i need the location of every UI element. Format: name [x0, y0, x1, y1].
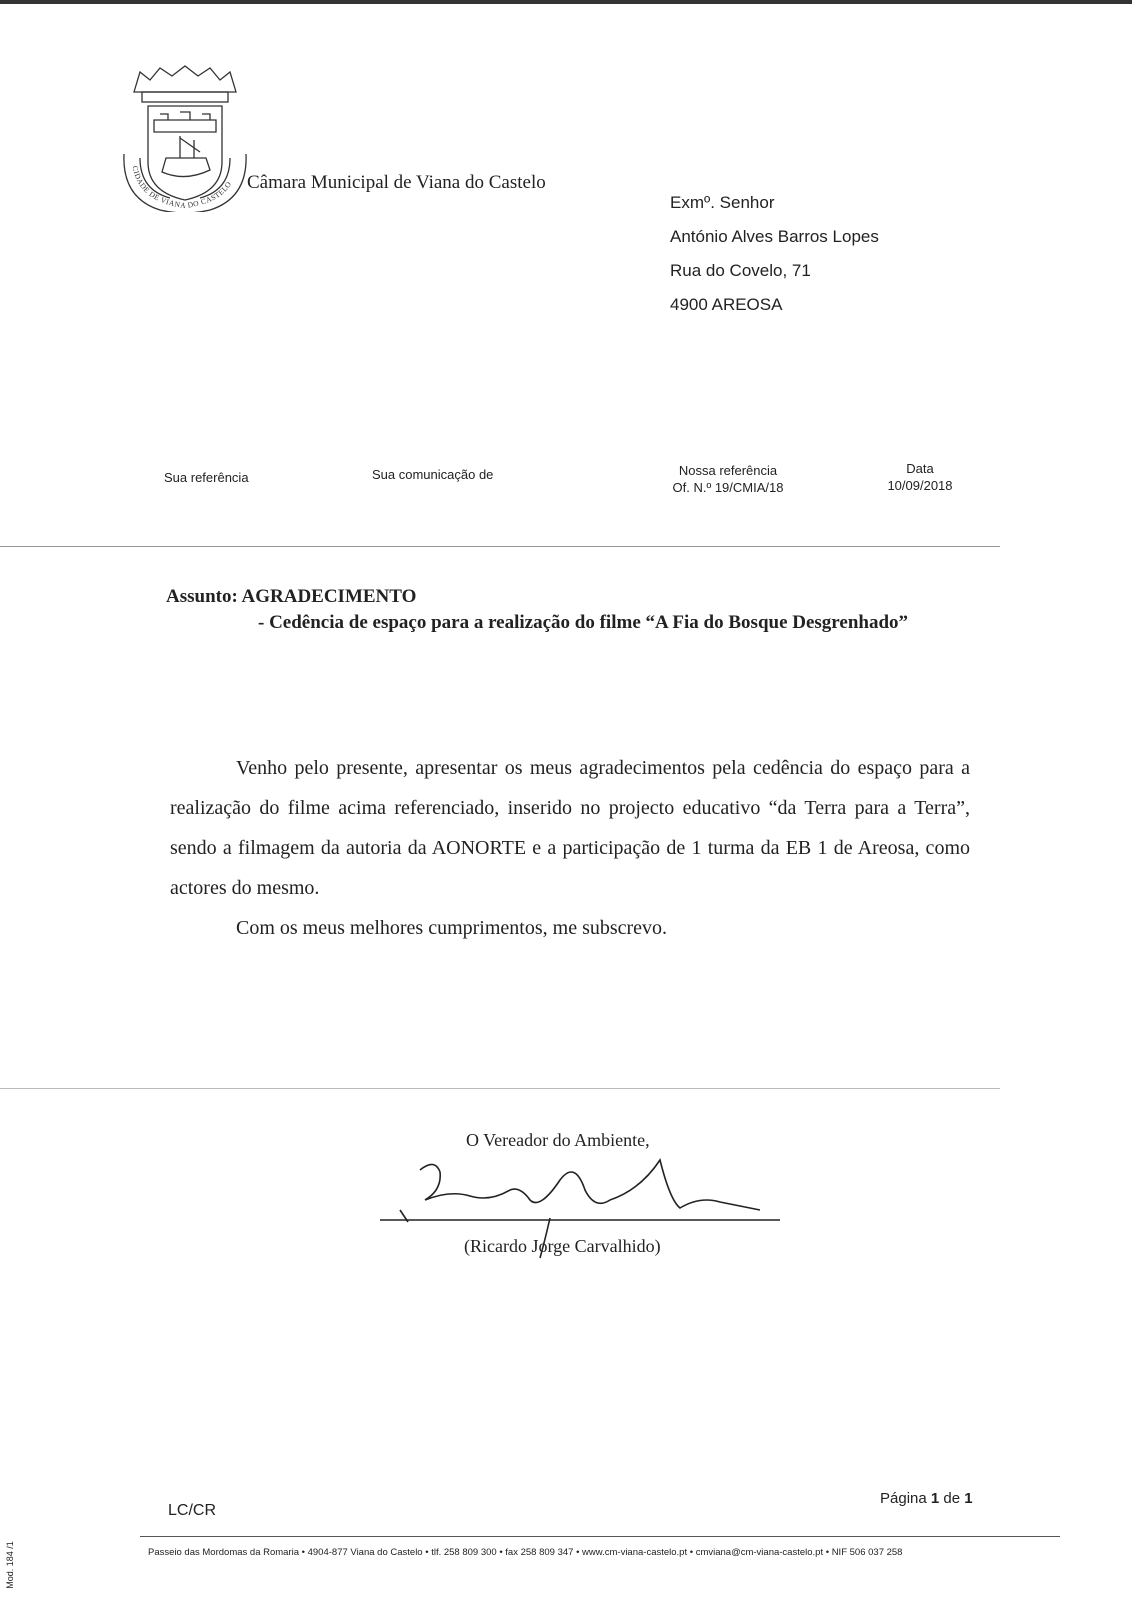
- letter-body: [170, 748, 970, 948]
- date-label: Data: [906, 461, 934, 476]
- institution-name: Câmara Municipal de Viana do Castelo: [247, 172, 546, 193]
- initials: LC/CR: [168, 1502, 217, 1519]
- page-total: 1: [964, 1490, 973, 1507]
- our-reference-value: Of. N.º 19/CMIA/18: [672, 480, 784, 495]
- footer-address: Passeio das Mordomas da Romaria • 4904-877 Viana do Castelo • tlf. 258 809 300 • fax 258 809 347 • www.cm-viana-castelo.pt • cmviana@cm-viana-castelo.pt • NIF 506 037 258: [148, 1547, 903, 1558]
- recipient-city: 4900 AREOSA: [670, 295, 783, 314]
- footer-rule: [140, 1536, 1060, 1537]
- recipient-name: António Alves Barros Lopes: [670, 227, 879, 246]
- body-paragraph: Venho pelo presente, apresentar os meus agradecimentos pela cedência do espaço para a realização do filme acima referenciado, inserido no projecto educativo “da Terra para a Terra”, sendo a filmagem da autoria da AONORTE e a participação de 1 turma da EB 1 de Areosa, como actores do mesmo.: [170, 757, 970, 899]
- recipient-street: Rua do Covelo, 71: [670, 261, 811, 280]
- page-number: [880, 1490, 973, 1507]
- page-current: 1: [930, 1490, 940, 1507]
- recipient-address: [670, 186, 879, 322]
- signatory-name: (Ricardo Jorge Carvalhido): [464, 1236, 661, 1256]
- signatory-title: O Vereador do Ambiente,: [466, 1130, 650, 1150]
- your-communication-label: Sua comunicação de: [372, 467, 494, 482]
- our-reference-label: Nossa referência: [678, 463, 778, 478]
- fold-line: [0, 1088, 1000, 1089]
- letter-date: [870, 460, 970, 494]
- municipal-crest-logo: [120, 62, 250, 212]
- subject-detail: - Cedência de espaço para a realização do filme “A Fia do Bosque Desgrenhado”: [258, 612, 909, 633]
- fold-line: [0, 546, 1000, 547]
- subject-label: Assunto: AGRADECIMENTO: [166, 586, 417, 607]
- our-reference: [628, 462, 828, 496]
- your-reference-label: Sua referência: [164, 470, 249, 485]
- date-value: 10/09/2018: [887, 478, 953, 493]
- page-prefix: Página: [880, 1490, 931, 1507]
- scan-top-edge: [0, 0, 1132, 4]
- form-code: Mod. 184 /1: [4, 1541, 15, 1589]
- page-sep: de: [939, 1490, 965, 1507]
- crest-motto: CIDADE DE VIANA DO CASTELO: [130, 164, 234, 211]
- closing-paragraph: Com os meus melhores cumprimentos, me subscrevo.: [236, 917, 668, 939]
- recipient-salutation: Exmº. Senhor: [670, 193, 775, 212]
